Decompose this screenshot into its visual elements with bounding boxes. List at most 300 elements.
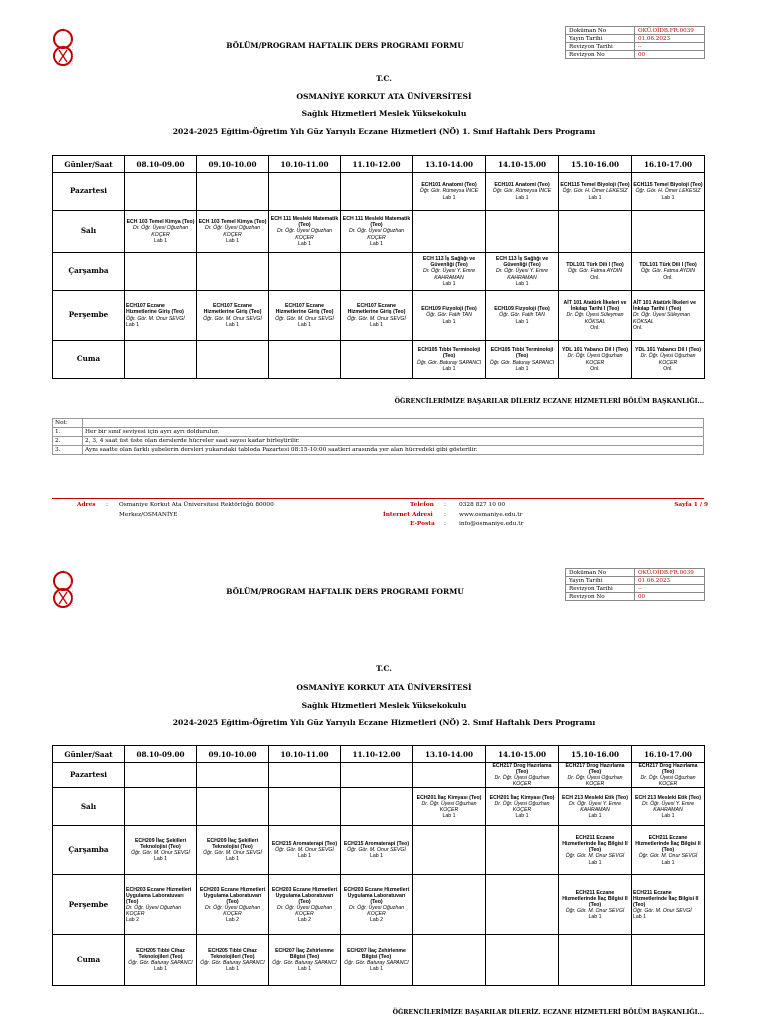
doc-info-value: -- [635, 585, 705, 593]
empty-cell [125, 253, 197, 291]
course-name: ECH209 İlaç Şekilleri Teknolojisi (Teo) [134, 838, 187, 851]
schedule-header-row [53, 746, 705, 763]
course-name: ECH215 Aromaterapi (Teo) [271, 841, 338, 848]
time-slot-header: 08.10-09.00 [125, 156, 197, 173]
instructor-name: Öğr. Gör. Baturay SAPANCI [489, 359, 555, 366]
room-label: Lab 1 [588, 812, 602, 819]
page-number: Sayfa 1 / 9 [674, 502, 708, 508]
course-cell [413, 173, 486, 211]
course-cell [632, 875, 705, 935]
day-label: Cuma [53, 935, 125, 986]
course-cell [486, 341, 559, 379]
course-name: ECH211 Eczane Hizmetlerinde İlaç Bilgisi II (Teo) [562, 835, 628, 854]
room-label: Lab 1 [442, 365, 456, 372]
doc-info-label: Revizyon Tarihi [566, 585, 635, 593]
doc-info-row [566, 27, 705, 35]
footer-address: Osmaniye Korkut Ata Üniversitesi Rektörlüğü 80000 [119, 502, 274, 508]
room-label: Lab 1 [226, 321, 239, 328]
time-slot-header: 13.10-14.00 [413, 156, 486, 173]
document-info-table [565, 26, 705, 59]
course-cell [341, 826, 413, 875]
course-name: ECH107 Eczane Hizmetlerine Giriş (Teo) [126, 303, 184, 316]
instructor-name: Dr. Öğr. Üyesi Oğuzhan KOÇER [421, 800, 477, 813]
instructor-name: Öğr. Gör. H. Ömer LEKESİZ [635, 188, 701, 195]
note-text: Aynı saatte olan farklı şubelerin dersleri yukarıdaki tabloda Pazartesi 08:15-10:00 saatleri arasında yer alan hücredeki gibi gösterilir. [83, 446, 704, 455]
room-label: Lab 1 [661, 194, 675, 201]
course-name: YDL 101 Yabancı Dil I (Teo) [634, 347, 702, 354]
course-cell [341, 291, 413, 341]
schedule-row [53, 341, 705, 379]
footer-address-city: Merkez/OSMANİYE [119, 512, 178, 518]
course-cell [413, 291, 486, 341]
room-label: Lab 1 [298, 966, 311, 973]
room-label: Lab 1 [442, 318, 456, 325]
empty-cell [341, 763, 413, 788]
doc-info-row [566, 43, 705, 51]
doc-info-label: Revizyon No [566, 593, 635, 601]
course-cell [125, 875, 197, 935]
time-slot-header: 11.10-12.00 [341, 746, 413, 763]
course-cell [559, 826, 632, 875]
instructor-name: Öğr. Gör. Fatma AYDIN [567, 268, 623, 275]
doc-info-label: Doküman No [566, 27, 635, 35]
course-cell [559, 253, 632, 291]
empty-cell [413, 826, 486, 875]
room-label: Lab 1 [226, 966, 239, 973]
instructor-name: Öğr. Gör. M. Onur SEVGİ [633, 907, 692, 914]
doc-info-row [566, 585, 705, 593]
empty-cell [197, 341, 269, 379]
instructor-name: Öğr. Gör. M. Onur SEVGİ [638, 853, 698, 860]
room-label: Lab 1 [515, 318, 529, 325]
room-label: Lab 1 [442, 280, 456, 287]
course-name: ECH105 Tıbbi Terminoloji (Teo) [490, 347, 554, 360]
room-label: Lab 1 [515, 194, 529, 201]
instructor-name: Dr. Öğr. Üyesi Oğuzhan KOÇER [205, 225, 260, 238]
empty-cell [341, 788, 413, 826]
schedule-corner-header: Günler/Saat [53, 156, 125, 173]
instructor-name: Dr. Öğr. Üyesi Oğuzhan KOÇER [277, 904, 332, 917]
instructor-name: Öğr. Gör. Rümeysa İNCE [419, 188, 479, 195]
course-name: ECH205 Tıbbi Cihaz Teknolojileri (Teo) [136, 948, 185, 961]
course-cell [125, 211, 197, 253]
course-name: ECH115 Temel Biyoloji (Teo) [560, 182, 630, 189]
course-name: ECH 103 Temel Kimya (Teo) [198, 219, 267, 226]
empty-cell [125, 173, 197, 211]
instructor-name: Dr. Öğr. Üyesi Oğuzhan KOÇER [349, 228, 404, 241]
schedule-row [53, 826, 705, 875]
course-name: ECH211 Eczane Hizmetlerinde İlaç Bilgisi II (Teo) [562, 889, 628, 908]
course-name: ECH 113 İş Sağlığı ve Güvenliği (Teo) [495, 256, 549, 269]
course-name: ECH 111 Mesleki Matematik (Teo) [270, 216, 339, 229]
instructor-name: Öğr. Gör. Rümeysa İNCE [492, 188, 552, 195]
university-logo-icon [50, 568, 76, 612]
course-name: ECH101 Anatomi (Teo) [494, 182, 550, 189]
instructor-name: Öğr. Gör. M. Onur SEVGİ [565, 907, 625, 914]
instructor-name: Öğr. Gör. M. Onur SEVGİ [347, 315, 406, 322]
course-name: ECH 213 Mesleki Etik (Teo) [562, 794, 628, 801]
empty-cell [486, 826, 559, 875]
room-label: Lab 1 [370, 853, 383, 860]
day-label: Perşembe [53, 291, 125, 341]
course-name: ECH101 Anatomi (Teo) [421, 182, 477, 189]
doc-info-value: 01.06.2023 [635, 35, 705, 43]
course-name: ECH105 Tıbbi Terminoloji (Teo) [417, 347, 481, 360]
time-slot-header: 16.10-17.00 [632, 746, 705, 763]
instructor-name: Öğr. Gör. Baturay SAPANCI [200, 960, 265, 967]
instructor-name: Öğr. Gör. M. Onur SEVGİ [347, 847, 406, 854]
course-cell [559, 788, 632, 826]
doc-info-label: Yayın Tarihi [566, 577, 635, 585]
closing-message: ÖĞRENCİLERİMİZE BAŞARILAR DİLERİZ. ECZANE HİZMETLERİ BÖLÜM BAŞKANLIĞI... [392, 1009, 704, 1016]
course-cell [269, 291, 341, 341]
footer-web-label: İnternet Adresi [383, 512, 433, 518]
instructor-name: Öğr. Gör. Baturay SAPANCI [344, 960, 409, 967]
day-label: Salı [53, 788, 125, 826]
course-cell [486, 173, 559, 211]
footer-phone-label: Telefon [410, 502, 434, 508]
instructor-name: Öğr. Gör. M. Onur SEVGİ [203, 315, 262, 322]
doc-info-row [566, 51, 705, 59]
room-label: Lab 2 [126, 917, 139, 924]
course-cell [197, 211, 269, 253]
course-name: ECH107 Eczane Hizmetlerine Giriş (Teo) [275, 303, 334, 316]
empty-cell [632, 211, 705, 253]
empty-cell [413, 763, 486, 788]
heading-program-title: 2024-2025 Eğitim-Öğretim Yılı Güz Yarıyılı Eczane Hizmetleri (NÖ) 2. Sınıf Haftalık Ders Programı [172, 718, 596, 727]
course-cell [632, 763, 705, 788]
schedule-row [53, 788, 705, 826]
room-label: Lab 1 [154, 966, 167, 973]
heading-university: OSMANİYE KORKUT ATA ÜNİVERSİTESİ [296, 92, 472, 101]
time-slot-header: 09.10-10.00 [197, 746, 269, 763]
time-slot-header: 09.10-10.00 [197, 156, 269, 173]
empty-cell [269, 788, 341, 826]
course-name: ECH201 İlaç Kimyası (Teo) [489, 794, 555, 801]
room-label: Lab 1 [588, 194, 602, 201]
instructor-name: Öğr. Gör. Fatih TAN [499, 312, 545, 319]
day-label: Pazartesi [53, 173, 125, 211]
schedule-header-row [53, 156, 705, 173]
room-label: Lab 1 [661, 859, 675, 866]
empty-cell [197, 173, 269, 211]
footer-phone: 0328 827 10 00 [459, 502, 506, 508]
course-name: ECH 111 Mesleki Matematik (Teo) [342, 216, 411, 229]
day-label: Pazartesi [53, 763, 125, 788]
empty-cell [632, 935, 705, 986]
notes-table [52, 418, 704, 455]
course-name: ECH 213 Mesleki Etik (Teo) [635, 794, 701, 801]
course-name: ECH115 Temel Biyoloji (Teo) [633, 182, 703, 189]
schedule-table-class-2 [52, 745, 705, 986]
notes-header-row [53, 419, 704, 428]
doc-info-label: Revizyon No [566, 51, 635, 59]
schedule-table-class-1 [52, 155, 705, 379]
day-label: Perşembe [53, 875, 125, 935]
room-label: Lab 1 [442, 194, 456, 201]
instructor-name: Öğr. Gör. Baturay SAPANCI [416, 359, 482, 366]
room-label: Lab 1 [588, 914, 602, 921]
course-cell [486, 788, 559, 826]
room-label: Lab 2 [226, 917, 239, 924]
course-name: ECH215 Aromaterapi (Teo) [343, 841, 410, 848]
doc-info-value: -- [635, 43, 705, 51]
course-cell [269, 875, 341, 935]
room-label: Lab 1 [588, 859, 602, 866]
course-cell [197, 935, 269, 986]
footer-email-link[interactable]: info@osmaniye.edu.tr [459, 521, 524, 527]
room-label: Lab 1 [154, 856, 167, 863]
footer-address-label: Adres [77, 502, 96, 508]
empty-cell [341, 173, 413, 211]
course-name: ECH217 Drog Hazırlama (Teo) [492, 763, 552, 776]
instructor-name: Öğr. Gör. Baturay SAPANCI [128, 960, 193, 967]
empty-cell [559, 935, 632, 986]
course-name: ECH201 İlaç Kimyası (Teo) [416, 794, 482, 801]
course-name: ECH203 Eczane Hizmetleri Uygulama Laboratuvarı (Teo) [271, 886, 338, 905]
course-name: ECH203 Eczane Hizmetleri Uygulama Laboratuvarı (Teo) [199, 886, 266, 905]
instructor-name: Öğr. Gör. H. Ömer LEKESİZ [562, 188, 628, 195]
course-name: ECH217 Drog Hazırlama (Teo) [638, 763, 698, 776]
doc-info-label: Doküman No [566, 569, 635, 577]
room-label: Lab 1 [661, 812, 675, 819]
room-label: Lab 1 [226, 856, 239, 863]
heading-tc: T.C. [376, 664, 392, 673]
note-row [53, 446, 704, 455]
time-slot-header: 14.10-15.00 [486, 156, 559, 173]
closing-message: ÖĞRENCİLERİMİZE BAŞARILAR DİLERİZ ECZANE HİZMETLERİ BÖLÜM BAŞKANLIĞI... [394, 398, 704, 405]
empty-cell [486, 935, 559, 986]
empty-cell [269, 253, 341, 291]
instructor-name: Dr. Öğr. Üyesi Oğuzhan KOÇER [567, 353, 623, 366]
course-cell [632, 291, 705, 341]
course-name: AİT 101 Atatürk İlkeleri ve İnkılap Tarihi I (Teo) [633, 300, 696, 313]
course-name: YDL 101 Yabancı Dil I (Teo) [561, 347, 629, 354]
room-label: Lab 1 [515, 365, 529, 372]
doc-info-value: 01.06.2023 [635, 577, 705, 585]
heading-university: OSMANİYE KORKUT ATA ÜNİVERSİTESİ [296, 683, 472, 692]
course-name: ECH109 Fizyoloji (Teo) [494, 306, 550, 313]
course-cell [269, 826, 341, 875]
course-cell [559, 875, 632, 935]
room-label: Onl. [590, 365, 600, 372]
doc-info-label: Revizyon Tarihi [566, 43, 635, 51]
doc-info-row [566, 35, 705, 43]
heading-tc: T.C. [376, 74, 392, 83]
time-slot-header: 16.10-17.00 [632, 156, 705, 173]
course-cell [632, 173, 705, 211]
course-cell [632, 341, 705, 379]
doc-info-value: 00 [635, 51, 705, 59]
instructor-name: Dr. Öğr. Üyesi Oğuzhan KOÇER [494, 800, 550, 813]
course-name: ECH107 Eczane Hizmetlerine Giriş (Teo) [203, 303, 262, 316]
instructor-name: Dr. Öğr. Üyesi Y. Emre KAHRAMAN [495, 268, 549, 281]
instructor-name: Dr. Öğr. Üyesi Y. Emre KAHRAMAN [568, 800, 622, 813]
empty-cell [559, 211, 632, 253]
room-label: Lab 1 [298, 240, 311, 247]
course-cell [632, 253, 705, 291]
room-label: Lab 2 [298, 917, 311, 924]
time-slot-header: 15.10-16.00 [559, 156, 632, 173]
university-logo-icon [50, 26, 76, 70]
schedule-row [53, 935, 705, 986]
course-name: ECH203 Eczane Hizmetleri Uygulama Laboratuvarı (Teo) [343, 886, 410, 905]
time-slot-header: 10.10-11.00 [269, 156, 341, 173]
doc-info-value: OKÜ.OİDB.FR.0039 [635, 27, 705, 35]
room-label: Lab 1 [515, 280, 529, 287]
instructor-name: Öğr. Gör. M. Onur SEVGİ [126, 315, 185, 322]
day-label: Salı [53, 211, 125, 253]
instructor-name: Öğr. Gör. M. Onur SEVGİ [565, 853, 625, 860]
footer-web-link[interactable]: www.osmaniye.edu.tr [459, 512, 523, 518]
note-row [53, 437, 704, 446]
course-cell [486, 763, 559, 788]
note-row [53, 428, 704, 437]
instructor-name: Öğr. Gör. Fatma AYDIN [640, 268, 696, 275]
room-label: Lab 1 [298, 853, 311, 860]
course-name: ECH207 İlaç Zehirlenme Bilgisi (Teo) [275, 948, 334, 961]
empty-cell [269, 173, 341, 211]
page-footer: Adres : Osmaniye Korkut Ata Üniversitesi Rektörlüğü 80000 Merkez/OSMANİYE Telefon : 0328 827 10 00 İnternet Adresi : www.osmaniye.edu.tr E-Posta : info@osmaniye.edu.tr Sayfa 1 / 9 [77, 502, 708, 527]
room-label: Onl. [663, 274, 673, 281]
schedule-corner-header: Günler/Saat [53, 746, 125, 763]
course-name: ECH211 Eczane Hizmetlerinde İlaç Bilgisi II (Teo) [633, 889, 699, 908]
note-number: 2. [53, 437, 83, 446]
course-name: ECH207 İlaç Zehirlenme Bilgisi (Teo) [347, 948, 406, 961]
course-name: AİT 101 Atatürk İlkeleri ve İnkılap Tarihi I (Teo) [563, 300, 627, 313]
heading-school: Sağlık Hizmetleri Meslek Yüksekokulu [301, 701, 467, 710]
instructor-name: Öğr. Gör. Baturay SAPANCI [272, 960, 337, 967]
instructor-name: Dr. Öğr. Üyesi Oğuzhan KOÇER [133, 225, 188, 238]
instructor-name: Dr. Öğr. Üyesi Oğuzhan KOÇER [126, 904, 181, 917]
course-cell [125, 935, 197, 986]
room-label: Lab 1 [442, 812, 456, 819]
empty-cell [197, 763, 269, 788]
day-label: Çarşamba [53, 826, 125, 875]
instructor-name: Dr. Öğr. Üyesi Y. Emre KAHRAMAN [641, 800, 695, 813]
empty-cell [341, 253, 413, 291]
course-cell [559, 763, 632, 788]
course-cell [197, 875, 269, 935]
course-cell [632, 826, 705, 875]
instructor-name: Öğr. Gör. M. Onur SEVGİ [203, 850, 262, 857]
note-text: 2, 3, 4 saat üst üste olan derslerde hücreler saat sayısı kadar birleştirilir. [83, 437, 704, 446]
course-cell [413, 788, 486, 826]
instructor-name: Dr. Öğr. Üyesi Süleyman KÖKSAL [566, 312, 624, 325]
schedule-row [53, 173, 705, 211]
instructor-name: Dr. Öğr. Üyesi Oğuzhan KOÇER [640, 775, 696, 788]
time-slot-header: 08.10-09.00 [125, 746, 197, 763]
time-slot-header: 11.10-12.00 [341, 156, 413, 173]
room-label: Onl. [590, 274, 600, 281]
course-cell [125, 826, 197, 875]
course-cell [413, 253, 486, 291]
course-name: ECH107 Eczane Hizmetlerine Giriş (Teo) [347, 303, 406, 316]
empty-cell [125, 788, 197, 826]
room-label: Lab 2 [370, 917, 383, 924]
course-cell [341, 935, 413, 986]
doc-info-value: 00 [635, 593, 705, 601]
instructor-name: Dr. Öğr. Üyesi Oğuzhan KOÇER [349, 904, 404, 917]
room-label: Lab 1 [370, 321, 383, 328]
course-cell [125, 291, 197, 341]
empty-cell [269, 763, 341, 788]
notes-header: Not: [53, 419, 83, 428]
course-cell [341, 211, 413, 253]
room-label: Lab 1 [515, 812, 529, 819]
instructor-name: Dr. Öğr. Üyesi Süleyman KÖKSAL [633, 312, 690, 325]
course-cell [413, 341, 486, 379]
room-label: Lab 1 [154, 237, 167, 244]
empty-cell [197, 253, 269, 291]
course-name: ECH 103 Temel Kimya (Teo) [126, 219, 195, 226]
course-name: ECH 113 İş Sağlığı ve Güvenliği (Teo) [422, 256, 476, 269]
room-label: Lab 1 [633, 914, 646, 921]
course-name: ECH211 Eczane Hizmetlerinde İlaç Bilgisi II (Teo) [635, 835, 701, 854]
instructor-name: Dr. Öğr. Üyesi Y. Emre KAHRAMAN [422, 268, 476, 281]
course-name: ECH205 Tıbbi Cihaz Teknolojileri (Teo) [208, 948, 257, 961]
empty-cell [486, 875, 559, 935]
empty-cell [486, 211, 559, 253]
heading-school: Sağlık Hizmetleri Meslek Yüksekokulu [301, 109, 467, 118]
course-cell [269, 211, 341, 253]
instructor-name: Öğr. Gör. M. Onur SEVGİ [275, 847, 334, 854]
note-number: 3. [53, 446, 83, 455]
time-slot-header: 13.10-14.00 [413, 746, 486, 763]
instructor-name: Dr. Öğr. Üyesi Oğuzhan KOÇER [205, 904, 260, 917]
instructor-name: Öğr. Gör. Fatih TAN [426, 312, 472, 319]
instructor-name: Dr. Öğr. Üyesi Oğuzhan KOÇER [277, 228, 332, 241]
course-name: ECH109 Fizyoloji (Teo) [421, 306, 477, 313]
course-cell [197, 826, 269, 875]
time-slot-header: 14.10-15.00 [486, 746, 559, 763]
doc-info-label: Yayın Tarihi [566, 35, 635, 43]
course-cell [341, 875, 413, 935]
instructor-name: Öğr. Gör. M. Onur SEVGİ [275, 315, 334, 322]
course-cell [559, 173, 632, 211]
course-cell [197, 291, 269, 341]
course-cell [559, 341, 632, 379]
instructor-name: Dr. Öğr. Üyesi Oğuzhan KOÇER [640, 353, 696, 366]
page-2 [0, 540, 768, 1024]
schedule-row [53, 211, 705, 253]
empty-cell [125, 763, 197, 788]
course-name: ECH203 Eczane Hizmetleri Uygulama Laboratuvarı (Teo) [126, 886, 192, 905]
instructor-name: Dr. Öğr. Üyesi Oğuzhan KOÇER [494, 775, 550, 788]
doc-info-row [566, 593, 705, 601]
day-label: Çarşamba [53, 253, 125, 291]
day-label: Cuma [53, 341, 125, 379]
doc-info-row [566, 577, 705, 585]
course-cell [632, 788, 705, 826]
schedule-row [53, 253, 705, 291]
empty-cell [197, 788, 269, 826]
empty-cell [413, 875, 486, 935]
room-label: Lab 1 [298, 321, 311, 328]
empty-cell [413, 935, 486, 986]
doc-info-row [566, 569, 705, 577]
empty-cell [341, 341, 413, 379]
empty-cell [125, 341, 197, 379]
course-cell [559, 291, 632, 341]
empty-cell [413, 211, 486, 253]
room-label: Onl. [663, 365, 673, 372]
course-cell [486, 291, 559, 341]
instructor-name: Öğr. Gör. M. Onur SEVGİ [131, 850, 190, 857]
course-name: TDL101 Türk Dili I (Teo) [639, 262, 697, 269]
course-cell [486, 253, 559, 291]
room-label: Lab 1 [370, 240, 383, 247]
